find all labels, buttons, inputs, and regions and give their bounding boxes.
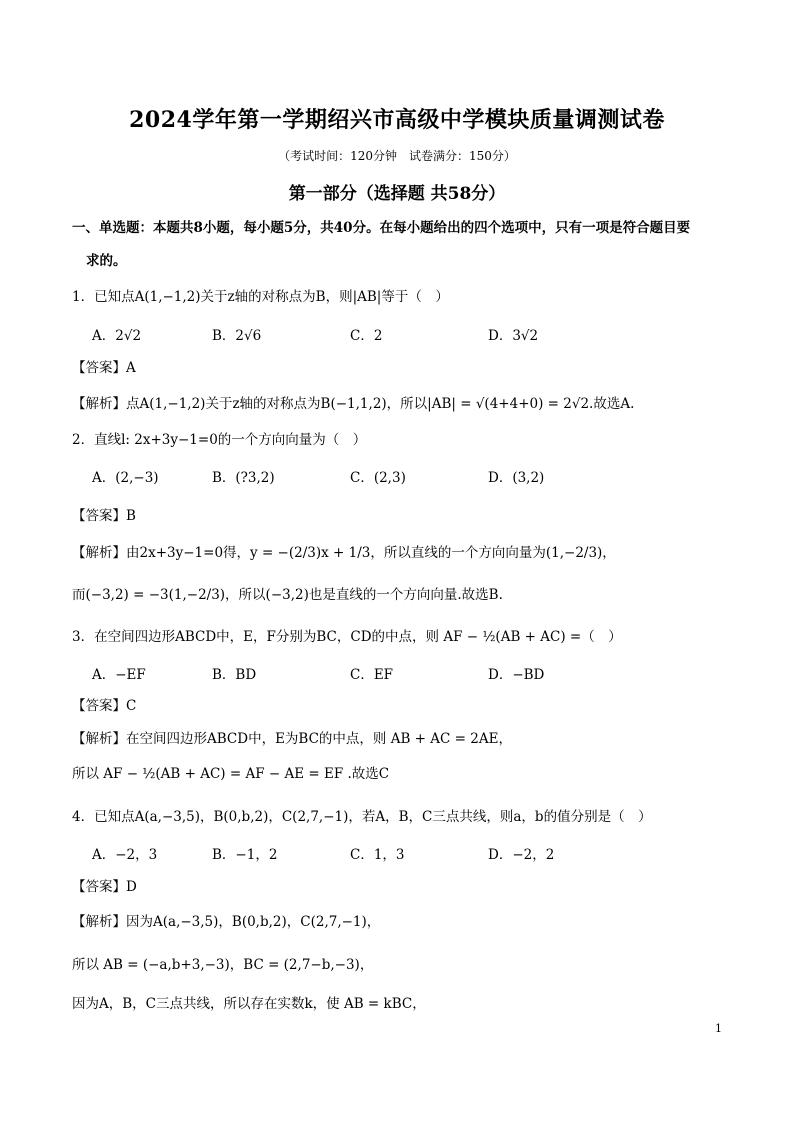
q4-option-b: B．−1，2 [212, 847, 278, 863]
q2-option-a: A．(2,−3) [92, 470, 159, 486]
part-heading: 第一部分（选择题 共58分） [288, 184, 506, 204]
q3-answer: 【答案】C [72, 698, 137, 714]
section-instruction-line1: 一、单选题：本题共8小题，每小题5分，共40分。在每小题给出的四个选项中，只有一项是符合题目要 [72, 220, 691, 236]
q4-answer: 【答案】D [72, 879, 137, 895]
q1-option-c: C．2 [350, 328, 383, 344]
q1-answer: 【答案】A [72, 360, 136, 376]
q3-option-b: B．BD [212, 667, 257, 683]
q1-analysis: 【解析】点A(1,−1,2)关于z轴的对称点为B(−1,1,2)，所以|AB| = √(4+4+0) = 2√2.故选A. [72, 396, 635, 412]
q3-analysis-line1: 【解析】在空间四边形ABCD中，E为BC的中点，则 AB + AC = 2AE， [72, 731, 512, 747]
q4-stem: 4．已知点A(a,−3,5)，B(0,b,2)，C(2,7,−1)，若A，B，C三点共线，则a，b的值分别是（ ） [72, 809, 652, 825]
q3-option-c: C．EF [350, 667, 394, 683]
q3-analysis-line2: 所以 AF − ½(AB + AC) = AF − AE = EF .故选C [72, 766, 390, 782]
q2-option-c: C．(2,3) [350, 470, 406, 486]
q1-stem: 1．已知点A(1,−1,2)关于z轴的对称点为B，则|AB|等于（ ） [72, 289, 449, 305]
section-instruction-line2: 求的。 [86, 253, 127, 269]
page-number: 1 [715, 1022, 722, 1035]
q3-option-a: A．−EF [92, 667, 146, 683]
q2-option-d: D．(3,2) [488, 470, 545, 486]
q2-analysis-line1: 【解析】由2x+3y−1=0得，y = −(2/3)x + 1/3，所以直线的一个方向向量为(1,−2/3)， [72, 545, 616, 561]
page-title: 2024学年第一学期绍兴市高级中学模块质量调测试卷 [129, 107, 665, 133]
q4-option-a: A．−2，3 [92, 847, 158, 863]
exam-time-info: （考试时间：120分钟 试卷满分：150分） [278, 149, 516, 163]
q4-analysis-line3: 因为A，B，C三点共线，所以存在实数k，使 AB = kBC， [72, 996, 426, 1012]
q2-stem: 2．直线l: 2x+3y−1=0的一个方向向量为（ ） [72, 432, 367, 448]
q4-option-c: C．1，3 [350, 847, 405, 863]
q1-option-d: D．3√2 [488, 328, 539, 344]
q2-analysis-line2: 而(−3,2) = −3(1,−2/3)，所以(−3,2)也是直线的一个方向向量.故选B. [72, 587, 503, 603]
q1-option-a: A．2√2 [92, 328, 142, 344]
q4-analysis-line1: 【解析】因为A(a,−3,5)，B(0,b,2)，C(2,7,−1)， [72, 914, 381, 930]
q4-analysis-line2: 所以 AB = (−a,b+3,−3)，BC = (2,7−b,−3)， [72, 957, 374, 973]
q3-option-d: D．−BD [488, 667, 545, 683]
q1-option-b: B．2√6 [212, 328, 262, 344]
q2-answer: 【答案】B [72, 508, 136, 524]
q3-stem: 3．在空间四边形ABCD中，E，F分别为BC，CD的中点，则 AF − ½(AB + AC) =（ ） [72, 629, 622, 645]
q2-option-b: B．(?3,2) [212, 470, 275, 486]
q4-option-d: D．−2，2 [488, 847, 555, 863]
